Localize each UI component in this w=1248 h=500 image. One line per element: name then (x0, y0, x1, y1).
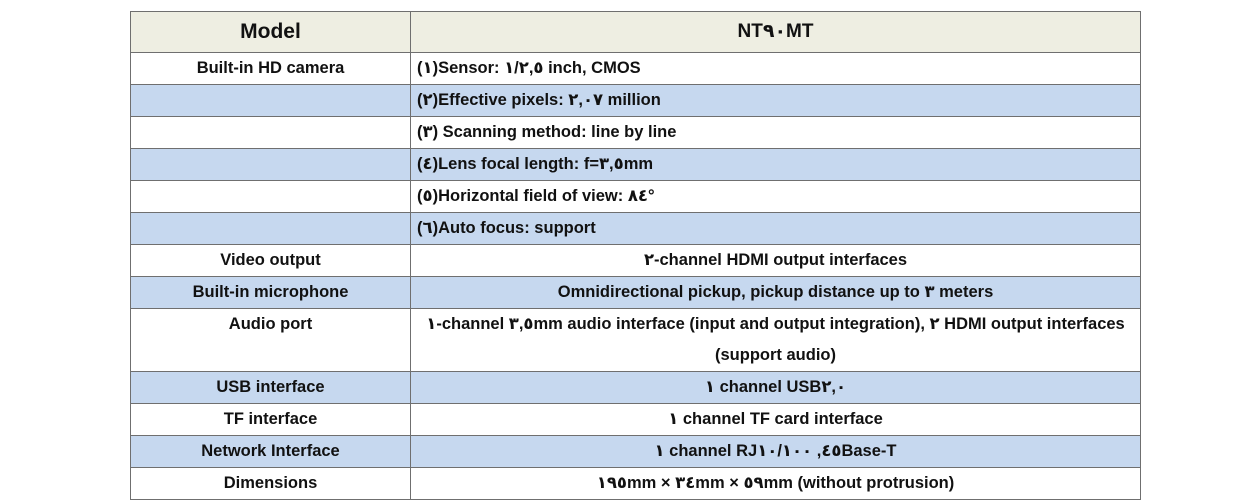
table-row (131, 213, 1141, 245)
table-row (131, 117, 1141, 149)
row-value: ١ channel TF card interface (411, 404, 1141, 436)
row-value: ١-channel ٣,٥mm audio interface (input and output integration), ٢ HDMI output interfaces (support audio) (411, 309, 1141, 372)
row-value: (٥)Horizontal field of view: ٨٤° (411, 181, 1141, 213)
header-row (131, 12, 1141, 53)
row-label: Audio port (131, 309, 411, 372)
row-value: Omnidirectional pickup, pickup distance up to ٣ meters (411, 277, 1141, 309)
model-label: Model (131, 12, 411, 53)
table-row (131, 404, 1141, 436)
table-row (131, 468, 1141, 500)
table-row (131, 277, 1141, 309)
row-label: Network Interface (131, 436, 411, 468)
table-row (131, 436, 1141, 468)
row-label (131, 213, 411, 245)
row-label: Built-in HD camera (131, 53, 411, 85)
table-row (131, 149, 1141, 181)
row-label (131, 181, 411, 213)
table-row (131, 372, 1141, 404)
table-row (131, 245, 1141, 277)
row-value: ١ channel RJ٤٥, ١٠/١٠٠Base-T (411, 436, 1141, 468)
row-value: (٦)Auto focus: support (411, 213, 1141, 245)
spec-table (130, 11, 1141, 500)
row-value: (٤)Lens focal length: f=٣,٥mm (411, 149, 1141, 181)
row-value: (٣) Scanning method: line by line (411, 117, 1141, 149)
row-label (131, 85, 411, 117)
table-row (131, 85, 1141, 117)
table-row (131, 181, 1141, 213)
row-label: Built-in microphone (131, 277, 411, 309)
row-value: (٢)Effective pixels: ٢,٠٧ million (411, 85, 1141, 117)
row-label: Video output (131, 245, 411, 277)
row-label (131, 149, 411, 181)
row-label (131, 117, 411, 149)
table-row (131, 53, 1141, 85)
table-row (131, 309, 1141, 372)
row-label: Dimensions (131, 468, 411, 500)
model-value: NT٩٠MT (411, 12, 1141, 53)
row-value: ١ channel USB٢,٠ (411, 372, 1141, 404)
row-label: TF interface (131, 404, 411, 436)
row-value: ١٩٥mm × ٣٤mm × ٥٩mm (without protrusion) (411, 468, 1141, 500)
row-value: (١)Sensor: ١/٢,٥ inch, CMOS (411, 53, 1141, 85)
row-value: ٢-channel HDMI output interfaces (411, 245, 1141, 277)
row-label: USB interface (131, 372, 411, 404)
